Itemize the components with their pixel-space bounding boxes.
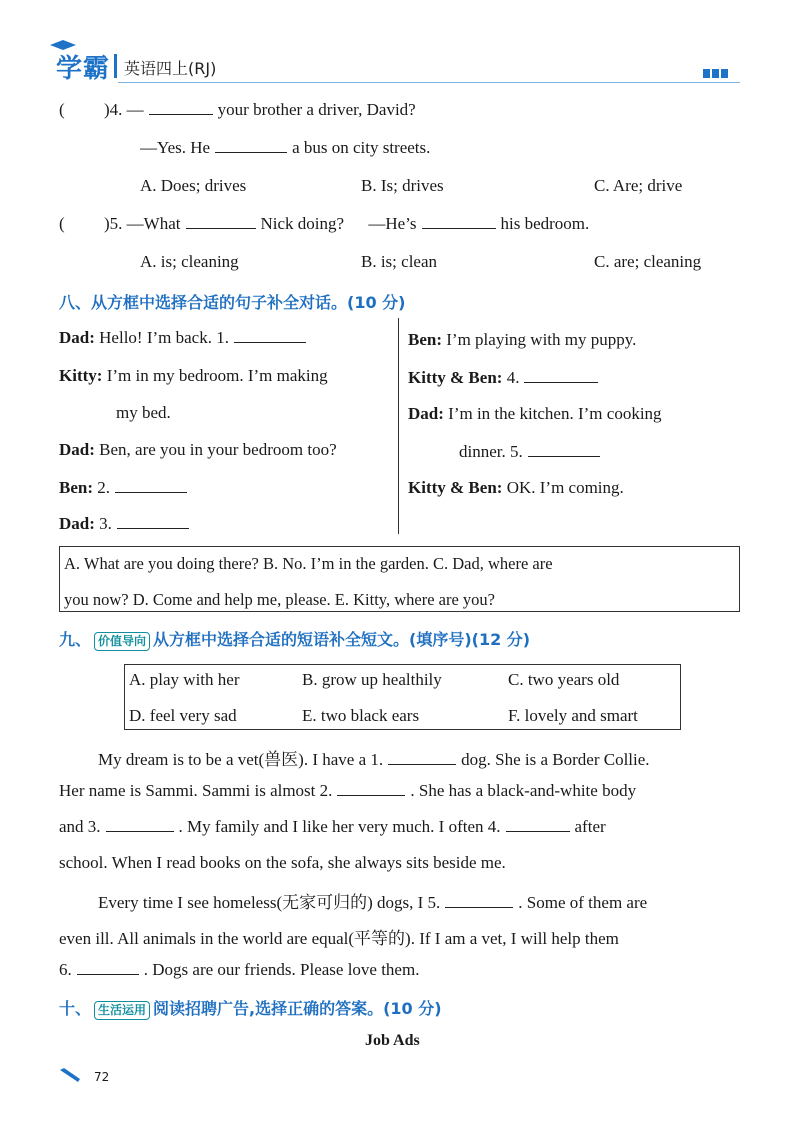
answer-blank[interactable] — [528, 442, 600, 457]
q4-line2: —Yes. He a bus on city streets. — [140, 138, 431, 157]
value-guide-tag: 价值导向 — [94, 632, 150, 651]
q4-option-b[interactable]: B. Is; drives — [361, 176, 444, 195]
page-number: 72 — [94, 1070, 110, 1084]
dialog-line: Kitty: I’m in my bedroom. I’m making — [59, 366, 328, 385]
q4-paren: ( — [59, 100, 65, 119]
page-header — [0, 40, 800, 84]
answer-blank[interactable] — [77, 960, 139, 975]
phrase-option: E. two black ears — [302, 706, 420, 725]
passage-line: 6. . Dogs are our friends. Please love them. — [59, 960, 420, 979]
section-10-subtitle: Job Ads — [365, 1032, 420, 1049]
answer-blank[interactable] — [506, 817, 570, 832]
passage-line: even ill. All animals in the world are equal(平等的). If I am a vet, I will help them — [59, 929, 619, 948]
answer-blank[interactable] — [106, 817, 174, 832]
answer-blank[interactable] — [388, 750, 456, 765]
header-divider — [114, 54, 117, 78]
dialog-line: my bed. — [116, 403, 171, 422]
options-line: A. What are you doing there? B. No. I’m in the garden. C. Dad, where are — [64, 554, 553, 573]
answer-blank[interactable] — [234, 328, 306, 343]
section-10-title: 十、 生活运用 阅读招聘广告,选择正确的答案。(10 分) — [59, 999, 442, 1018]
brand-logo: 学霸 — [56, 54, 111, 84]
passage-line: Every time I see homeless(无家可归的) dogs, I 5. . Some of them are — [98, 893, 648, 912]
q4-option-a[interactable]: A. Does; drives — [140, 176, 247, 195]
phrase-option: D. feel very sad — [129, 706, 237, 725]
header-dots — [703, 63, 730, 82]
dialog-line: Ben: I’m playing with my puppy. — [408, 330, 637, 349]
dialog-line: Dad: 3. — [59, 514, 194, 534]
section-9-title: 九、 价值导向 从方框中选择合适的短语补全短文。(填序号)(12 分) — [59, 630, 531, 649]
q5-option-a[interactable]: A. is; cleaning — [140, 252, 239, 271]
q5-paren: ( — [59, 214, 65, 233]
dialog-line: Ben: 2. — [59, 478, 192, 498]
answer-blank[interactable] — [115, 478, 187, 493]
q4-line1: )4. — your brother a driver, David? — [104, 100, 416, 119]
passage-line: school. When I read books on the sofa, she always sits beside me. — [59, 853, 506, 872]
dialog-divider — [398, 318, 399, 534]
dialog-line: Dad: Hello! I’m back. 1. — [59, 328, 311, 348]
dialog-line: Kitty & Ben: 4. — [408, 368, 603, 388]
passage-line: Her name is Sammi. Sammi is almost 2. . She has a black-and-white body — [59, 781, 637, 800]
phrase-option: F. lovely and smart — [508, 706, 638, 725]
answer-blank[interactable] — [117, 514, 189, 529]
phrase-option: B. grow up healthily — [302, 670, 442, 689]
answer-blank[interactable] — [215, 138, 287, 153]
options-line: you now? D. Come and help me, please. E. Kitty, where are you? — [64, 590, 496, 609]
phrase-option: C. two years old — [508, 670, 620, 689]
answer-blank[interactable] — [524, 368, 598, 383]
header-rule — [118, 82, 740, 83]
q5-number: )5. — [104, 214, 123, 233]
dialog-line: Dad: Ben, are you in your bedroom too? — [59, 440, 337, 459]
q5-option-c[interactable]: C. are; cleaning — [594, 252, 702, 271]
passage-line: and 3. . My family and I like her very much. I often 4. after — [59, 817, 606, 836]
phrase-box — [124, 664, 681, 730]
passage-line: My dream is to be a vet(兽医). I have a 1. dog. She is a Border Collie. — [98, 750, 650, 769]
answer-blank[interactable] — [422, 214, 496, 229]
dialog-line: dinner. 5. — [459, 442, 605, 462]
answer-blank[interactable] — [149, 100, 213, 115]
options-box — [59, 546, 740, 612]
q4-number: )4. — [104, 100, 123, 119]
phrase-option: A. play with her — [129, 670, 240, 689]
life-use-tag: 生活运用 — [94, 1001, 150, 1020]
q4-option-c[interactable]: C. Are; drive — [594, 176, 683, 195]
section-8-title: 八、从方框中选择合适的句子补全对话。(10 分) — [59, 293, 406, 312]
q5-line1: )5. —What Nick doing? —He’s his bedroom. — [104, 214, 590, 233]
answer-blank[interactable] — [337, 781, 405, 796]
pencil-icon — [60, 1068, 82, 1082]
answer-blank[interactable] — [445, 893, 513, 908]
q5-option-b[interactable]: B. is; clean — [361, 252, 438, 271]
book-title: 英语四上(RJ) — [124, 59, 217, 78]
answer-blank[interactable] — [186, 214, 256, 229]
dialog-line: Kitty & Ben: OK. I’m coming. — [408, 478, 624, 497]
dialog-line: Dad: I’m in the kitchen. I’m cooking — [408, 404, 662, 423]
